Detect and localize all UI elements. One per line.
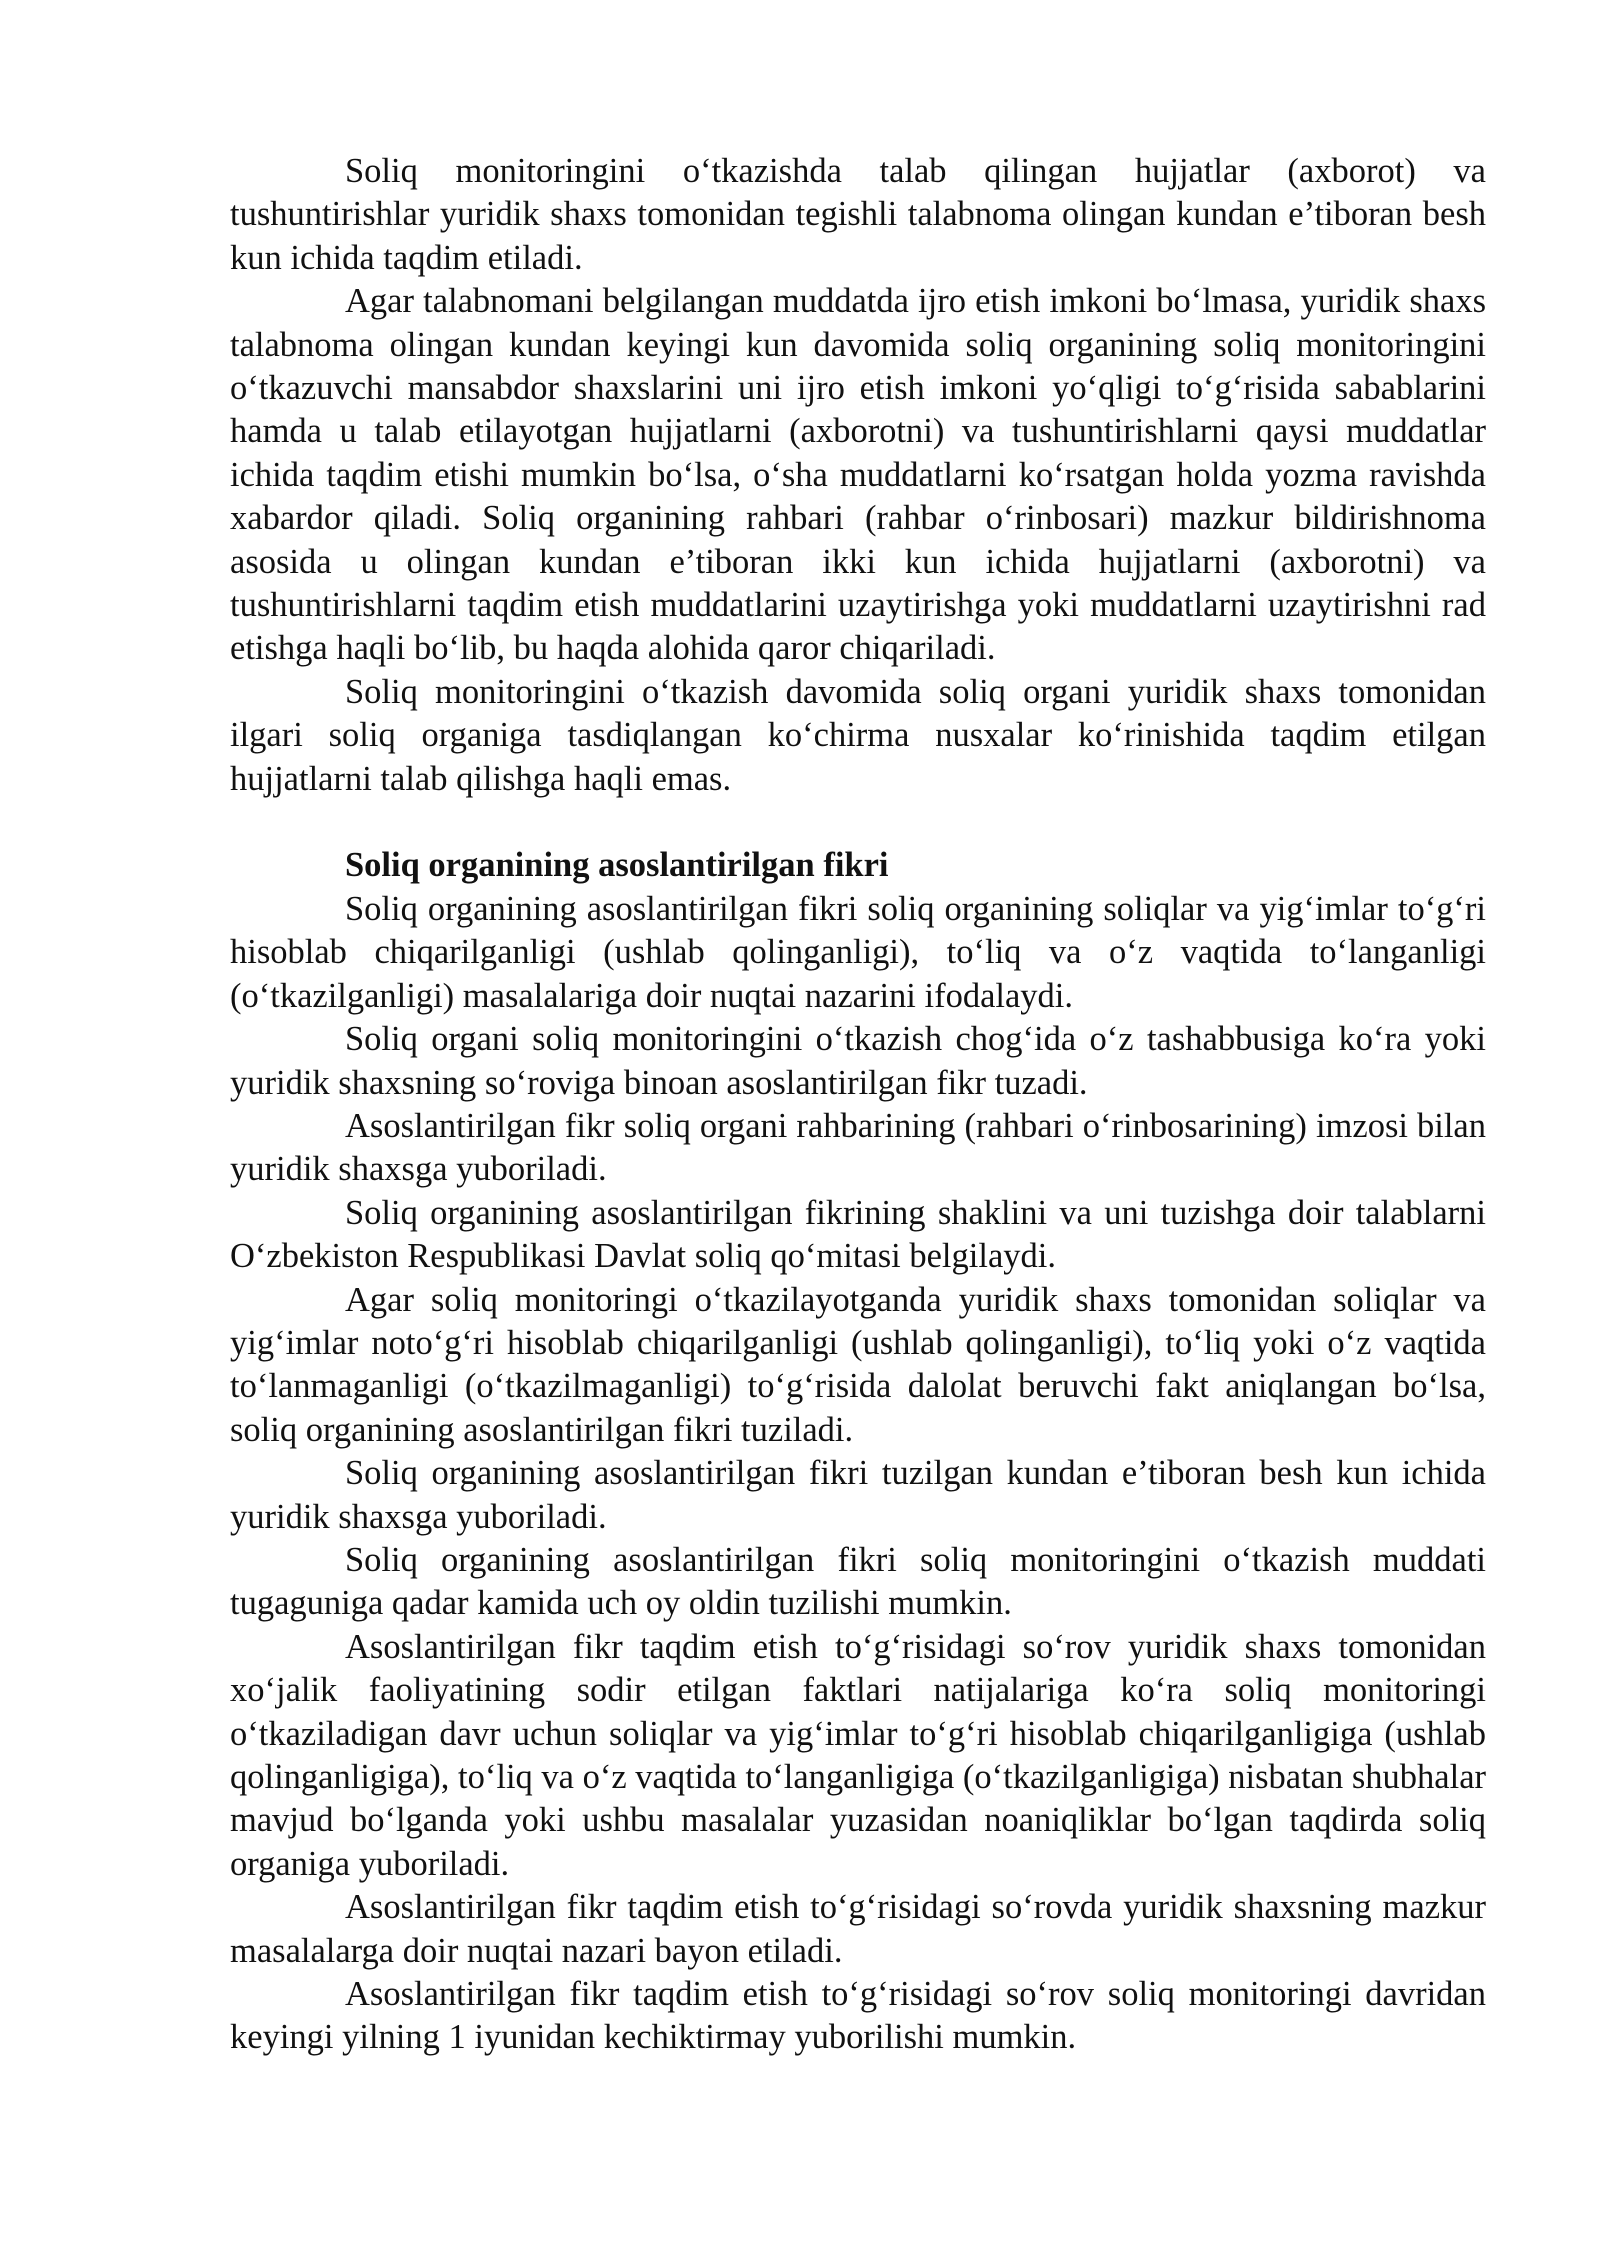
paragraph-request-deadline: Asoslantirilgan fikr taqdim etish to‘g‘risidagi so‘rov soliq monitoringi davridan keyingi yilning 1 iyunidan kechiktirmay yuborilishi mumkin.	[230, 1975, 1486, 2057]
section-spacer	[230, 801, 1486, 844]
paragraph-opinion-violation: Agar soliq monitoringi o‘tkazilayotganda yuridik shaxs tomonidan soliqlar va yig‘imlar noto‘g‘ri hisoblab chiqarilganligi (ushlab qolinganligi), to‘liq yoki o‘z vaqtida to‘lanmaganligi (o‘tkazilmaganligi) to‘g‘risida dalolat beruvchi fakt aniqlangan bo‘lsa, soliq organining asoslantirilgan fikri tuziladi.	[230, 1280, 1486, 1449]
paragraph-request-content: Asoslantirilgan fikr taqdim etish to‘g‘risidagi so‘rovda yuridik shaxsning mazkur masalalarga doir nuqtai nazari bayon etiladi.	[230, 1888, 1486, 1970]
paragraph-opinion-form: Soliq organining asoslantirilgan fikrining shaklini va uni tuzishga doir talablarni O‘zbekiston Respublikasi Davlat soliq qo‘mitasi belgilaydi.	[230, 1193, 1486, 1276]
paragraph-opinion-sending: Soliq organining asoslantirilgan fikri tuzilgan kundan e’tiboran besh kun ichida yuridik shaxsga yuboriladi.	[230, 1454, 1486, 1536]
paragraph-opinion-initiative: Soliq organi soliq monitoringini o‘tkazish chog‘ida o‘z tashabbusiga ko‘ra yoki yuridik shaxsning so‘roviga binoan asoslantirilgan fikr tuzadi.	[230, 1020, 1486, 1102]
paragraph-no-duplicate-requests: Soliq monitoringini o‘tkazish davomida soliq organi yuridik shaxs tomonidan ilgari soliq organiga tasdiqlangan ko‘chirma nusxalar ko‘rinishida taqdim etilgan hujjatlarni talab qilishga haqli emas.	[230, 672, 1486, 798]
paragraph-opinion-definition: Soliq organining asoslantirilgan fikri soliq organining soliqlar va yig‘imlar to‘g‘ri hisoblab chiqarilganligi (ushlab qolinganligi), to‘liq va o‘z vaqtida to‘langanligi (o‘tkazilganligi) masalalariga doir nuqtai nazarini ifodalaydi.	[230, 889, 1486, 1015]
paragraph-documents-deadline: Soliq monitoringini o‘tkazishda talab qilingan hujjatlar (axborot) va tushuntirishlar yuridik shaxs tomonidan tegishli talabnoma olingan kundan e’tiboran besh kun ichida taqdim etiladi.	[230, 152, 1486, 277]
paragraph-deadline-extension: Agar talabnomani belgilangan muddatda ijro etish imkoni bo‘lmasa, yuridik shaxs talabnoma olingan kundan keyingi kun davomida soliq organining soliq monitoringini o‘tkazuvchi mansabdor shaxslarini uni ijro etish imkoni yo‘qligi to‘g‘risida sabablarini hamda u talab etilayotgan hujjatlarni (axborotni) va tushuntirishlarni qaysi muddatlar ichida taqdim etishi mumkin bo‘lsa, o‘sha muddatlarni ko‘rsatgan holda yozma ravishda xabardor qiladi. Soliq organining rahbari (rahbar o‘rinbosari) mazkur bildirishnoma asosida u olingan kundan e’tiboran ikki kun ichida hujjatlarni (axborotni) va tushuntirishlarni taqdim etish muddatlarini uzaytirishga yoki muddatlarni uzaytirishni rad etishga haqli bo‘lib, bu haqda alohida qaror chiqariladi.	[230, 282, 1486, 668]
paragraph-opinion-timing: Soliq organining asoslantirilgan fikri soliq monitoringini o‘tkazish muddati tugaguniga qadar kamida uch oy oldin tuzilishi mumkin.	[230, 1540, 1486, 1623]
document-page	[230, 150, 1486, 2060]
section-heading: Soliq organining asoslantirilgan fikri	[345, 846, 889, 885]
paragraph-opinion-signature: Asoslantirilgan fikr soliq organi rahbarining (rahbari o‘rinbosarining) imzosi bilan yuridik shaxsga yuboriladi.	[230, 1106, 1486, 1189]
paragraph-request-grounds: Asoslantirilgan fikr taqdim etish to‘g‘risidagi so‘rov yuridik shaxs tomonidan xo‘jalik faoliyatining sodir etilgan faktlari natijalariga ko‘ra soliq monitoringi o‘tkaziladigan davr uchun soliqlar va yig‘imlar to‘g‘ri hisoblab chiqarilganligiga (ushlab qolinganligiga), to‘liq va o‘z vaqtida to‘langanligiga (o‘tkazilganligiga) nisbatan shubhalar mavjud bo‘lganda yoki ushbu masalalar yuzasidan noaniqliklar bo‘lgan taqdirda soliq organiga yuboriladi.	[230, 1627, 1486, 1883]
